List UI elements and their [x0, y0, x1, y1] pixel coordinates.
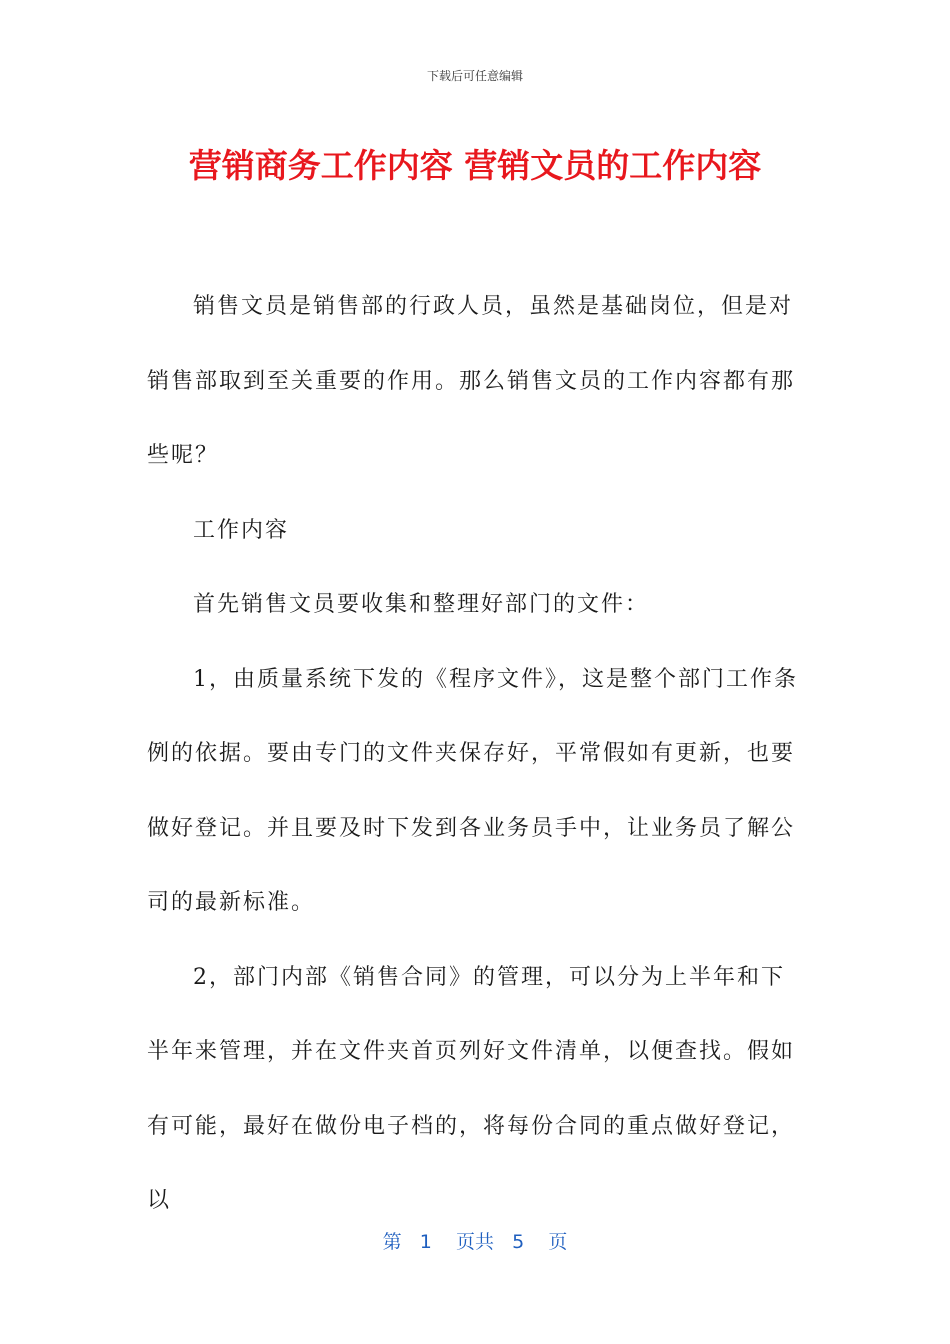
document-title: 营销商务工作内容 营销文员的工作内容: [188, 146, 762, 185]
paragraph-item-1: 1，由质量系统下发的《程序文件》，这是整个部门工作条例的依据。要由专门的文件夹保存好，平常假如有更新，也要做好登记。并且要及时下发到各业务员手中，让业务员了解公司的最新标准。: [147, 666, 798, 915]
header-note: 下载后可任意编辑: [426, 69, 523, 83]
footer-total-pages: 5: [512, 1231, 525, 1253]
footer-suffix: 页: [548, 1231, 568, 1253]
footer-middle: 页共: [455, 1231, 494, 1253]
document-body: [147, 270, 807, 1239]
paragraph-intro: 销售文员是销售部的行政人员，虽然是基础岗位，但是对销售部取到至关重要的作用。那么销售文员的工作内容都有那些呢？: [147, 294, 796, 468]
page-footer: [0, 1227, 950, 1254]
footer-prefix: 第: [382, 1231, 402, 1253]
footer-current-page: 1: [419, 1231, 432, 1253]
paragraph-item-2: 2，部门内部《销售合同》的管理，可以分为上半年和下半年来管理，并在文件夹首页列好文件清单，以便查找。假如有可能，最好在做份电子档的，将每份合同的重点做好登记，以: [147, 964, 796, 1213]
paragraph-heading: 工作内容: [193, 517, 290, 543]
paragraph-files: 首先销售文员要收集和整理好部门的文件：: [193, 592, 650, 617]
